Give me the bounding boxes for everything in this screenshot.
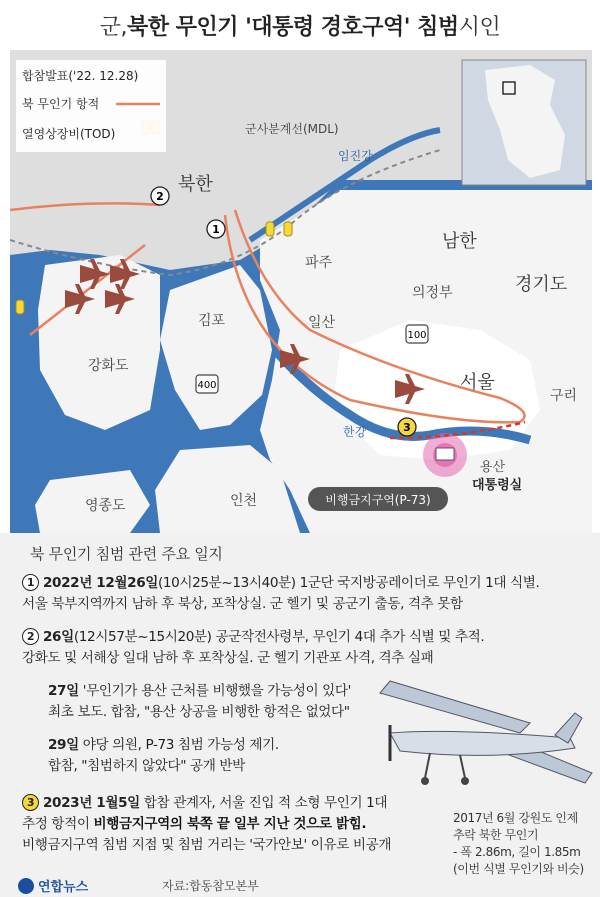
event-1-number: 1	[22, 574, 39, 591]
event-4-line1: 야당 의원, P-73 침범 가능성 제기.	[78, 737, 279, 753]
title-bold: 북한 무인기 '대통령 경호구역' 침범	[127, 14, 459, 40]
title-suffix: 시인	[458, 14, 501, 40]
legend-tod: 열영상장비(TOD)	[22, 127, 116, 141]
yeongjong-label: 영종도	[85, 498, 126, 514]
tod-icon	[16, 300, 24, 314]
gimpo-label: 김포	[198, 313, 226, 329]
event-2-date: 26일	[43, 629, 74, 645]
event-5-line1: 합참 관계자, 서울 진입 적 소형 무인기 1대	[139, 795, 388, 811]
event-1-date: 2022년 12월26일	[43, 575, 158, 591]
event-3-line1: '무인기가 용산 근처를 비행했을 가능성이 있다'	[78, 683, 351, 699]
timeline-heading: 북 무인기 침범 관련 주요 일지	[30, 545, 223, 563]
drone-fuselage	[390, 731, 575, 755]
office-label: 대통령실	[472, 478, 523, 493]
caption-line-2: 추락 북한 무인기	[453, 828, 539, 842]
event-1-line2: 서울 북부지역까지 남하 후 북상, 포착상실. 군 헬기 및 공군기 출동, 격추 못함	[22, 596, 463, 612]
caption-line-4: (이번 식별 무인기와 비슷)	[453, 862, 584, 876]
tod-icon	[284, 222, 292, 236]
event-2-line1: (12시57분~15시20분) 공군작전사령부, 무인기 4대 추가 식별 및 추적.	[73, 629, 485, 645]
caption-line-3: - 폭 2.86m, 길이 1.85m	[453, 845, 581, 859]
drone-wing-left	[380, 681, 530, 733]
uijeongbu-label: 의정부	[412, 285, 453, 301]
drone-caption	[453, 810, 593, 878]
marker-2-label: 2	[156, 190, 164, 203]
event-2	[22, 627, 484, 669]
event-5-number: 3	[22, 794, 39, 811]
event-1-line1: (10시25분~13시40분) 1군단 국지방공레이더로 무인기 1대 식별.	[158, 575, 540, 591]
paju-label: 파주	[305, 255, 333, 271]
brand-logo-icon	[18, 878, 34, 894]
drone-gear	[425, 753, 430, 778]
drone-wheel	[461, 777, 469, 785]
event-1	[22, 573, 539, 615]
event-5	[22, 793, 391, 856]
tod-icon	[266, 222, 274, 236]
event-5-line3: 비행금지구역 침범 지점 및 침범 거리는 '국가안보' 이유로 비공개	[22, 837, 392, 853]
drone-wheel	[421, 777, 429, 785]
ganghwa-label: 강화도	[88, 358, 129, 374]
imjin-label: 임진강	[338, 149, 373, 163]
event-2-number: 2	[22, 628, 39, 645]
drone-illustration	[370, 673, 595, 803]
incheon-label: 인천	[230, 493, 258, 509]
yongsan-label: 용산	[480, 460, 506, 475]
nofly-label: 비행금지구역(P-73)	[325, 493, 431, 507]
legend-track: 북 무인기 항적	[22, 97, 100, 111]
drone-gear	[460, 755, 465, 778]
timeline-section	[0, 533, 600, 897]
event-5-date: 2023년 1월5일	[43, 795, 140, 811]
event-4-line2: 합참, "침범하지 않았다" 공개 반박	[48, 758, 245, 774]
marker-3-label: 3	[403, 421, 411, 434]
title-prefix: 군,	[99, 14, 128, 40]
event-4-date: 29일	[48, 737, 79, 753]
hangang-label: 한강	[343, 425, 367, 439]
road-100-label: 100	[407, 330, 427, 341]
page-title	[0, 0, 600, 50]
map	[10, 50, 592, 533]
south-label: 남한	[442, 231, 477, 252]
ilsan-label: 일산	[308, 315, 336, 331]
event-3	[48, 681, 351, 723]
event-3-date: 27일	[48, 683, 79, 699]
caption-line-1: 2017년 6월 강원도 인제	[453, 811, 578, 825]
brand-name: 연합뉴스	[38, 880, 89, 895]
office-icon	[436, 448, 454, 460]
brand	[18, 876, 88, 895]
event-2-line2: 강화도 및 서해상 일대 남하 후 포착상실. 군 헬기 기관포 사격, 격추 실패	[22, 650, 434, 666]
north-label: 북한	[178, 174, 213, 195]
gyeonggi-label: 경기도	[515, 274, 568, 295]
road-400-label: 400	[197, 380, 217, 391]
legend-announce: 합참발표('22. 12.28)	[22, 69, 139, 83]
source-note: 자료:합동참모본부	[162, 879, 259, 893]
guri-label: 구리	[550, 388, 578, 404]
event-5-line2b: 비행금지구역의 북쪽 끝 일부 지난 것으로 밝힘.	[93, 816, 367, 832]
event-4	[48, 735, 279, 777]
event-5-line2a: 추정 항적이	[22, 816, 94, 832]
map-svg	[10, 50, 592, 533]
mdl-label: 군사분계선(MDL)	[245, 122, 339, 136]
marker-1-label: 1	[212, 223, 220, 236]
event-3-line2: 최초 보도. 합참, "용산 상공을 비행한 항적은 없었다"	[48, 704, 350, 720]
seoul-label: 서울	[460, 372, 495, 393]
